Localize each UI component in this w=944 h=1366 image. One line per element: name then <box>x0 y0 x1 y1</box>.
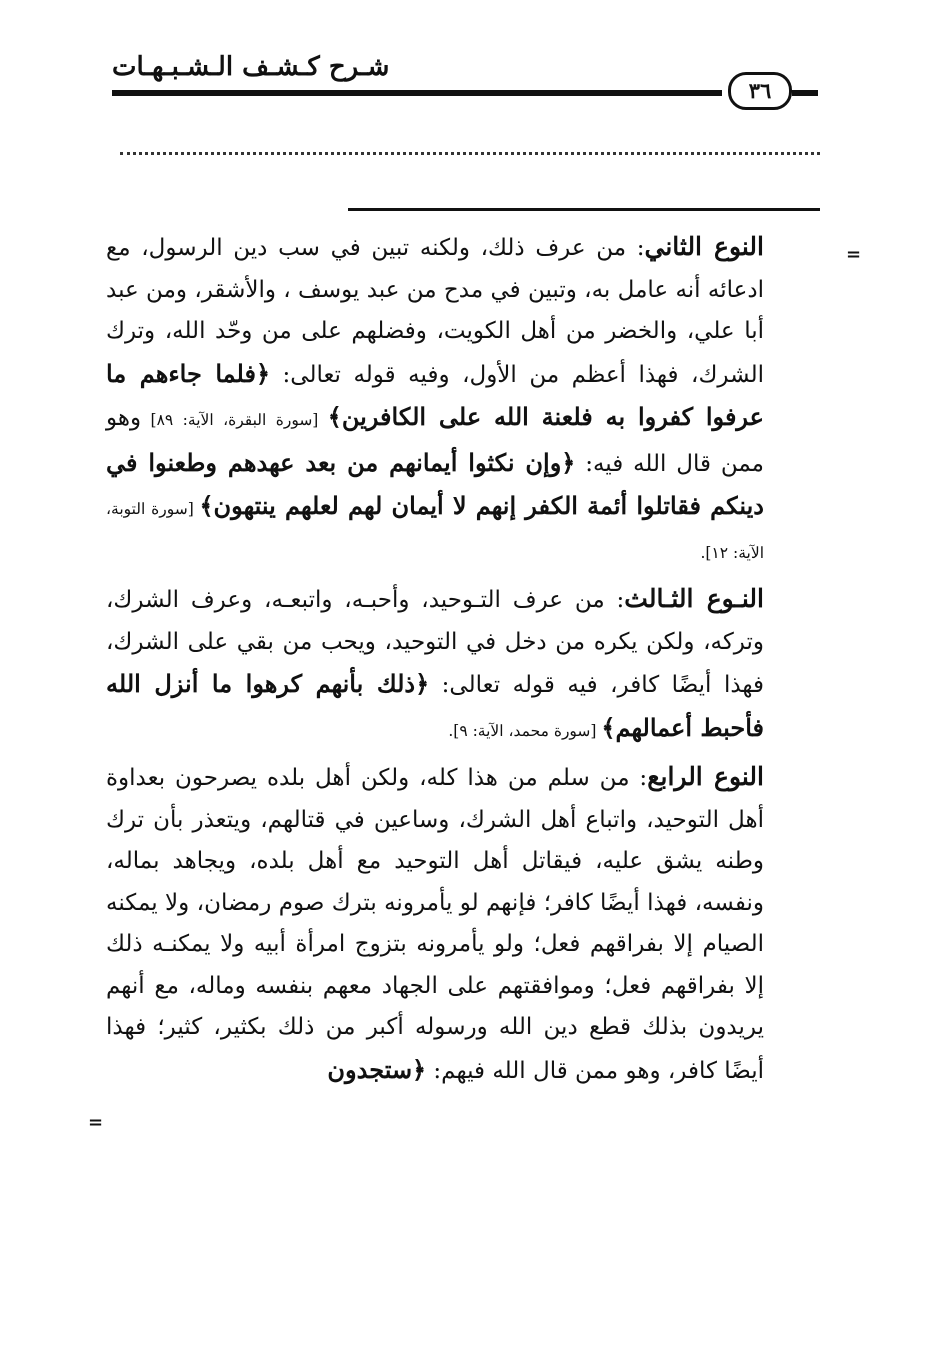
header-rule <box>112 90 722 96</box>
paragraph-label: النوع الثاني <box>644 232 764 261</box>
paragraph-type-4 <box>106 756 764 1092</box>
page-header <box>0 0 944 110</box>
verse-reference: [سورة البقرة، الآية: ٨٩] <box>141 411 328 429</box>
separator-rule <box>348 208 820 211</box>
verse-reference: [سورة التوبة، الآية: ١٢]. <box>106 500 764 562</box>
dotted-divider <box>120 152 820 155</box>
quran-quote: ﴿ستجدون <box>327 1054 427 1084</box>
paragraph-type-3 <box>106 578 764 752</box>
book-title: شـرح كـشـف الـشـبـهـات <box>112 52 390 82</box>
margin-mark-top: = <box>846 244 862 265</box>
margin-mark-bottom: = <box>88 1112 104 1133</box>
quran-quote: ﴿وإن نكثوا أيمانهم من بعد عهدهم وطعنوا في دينكم فقاتلوا أئمة الكفر إنهم لا أيمان لهم لعلهم ينتهون﴾ <box>106 447 764 520</box>
quran-quote: ﴿ذلك بأنهم كرهوا ما أنزل الله فأحبط أعمالهم﴾ <box>106 669 764 742</box>
paragraph-text: وهو ممن قال الله فيه: <box>106 405 764 477</box>
verse-reference: [سورة محمد، الآية: ٩]. <box>448 721 602 740</box>
paragraph-label: النوع الرابع <box>647 762 764 791</box>
page-body <box>106 226 764 1096</box>
header-rule-short <box>792 90 818 96</box>
page-number-badge: ٣٦ <box>728 72 792 110</box>
paragraph-type-2 <box>106 226 764 574</box>
paragraph-text: : من عرف ذلك، ولكنه تبين في سب دين الرسول، مع ادعائه أنه عامل به، وتبين في مدح من عبد يوسف ، والأشقر، ومن عبد أبا علي، والخضر من أهل الكويت، وفضلهم على من وحّد الله، وترك الشرك، فهذا أعظم من الأول، وفيه قوله تعالى: <box>106 235 765 388</box>
paragraph-text: : من سلم من هذا كله، ولكن أهل بلده يصرحون بعداوة أهل التوحيد، واتباع أهل الشرك، وساعين في قتالهم، ويتعذر بأن ترك وطنه يشق عليه، فيقاتل أهل التوحيد مع أهل بلده، ويجاهد بماله، ونفسه، فهذا أيضًا كافر؛ فإنهم لو يأمرونه بترك صوم رمضان، ولا يمكنه الصيام إلا بفراقهم فعل؛ ولو يأمرونه بتزوج امرأة أبيه ولا يمكنـه ذلك إلا بفراقهم فعل؛ وموافقتهم على الجهاد معهم بنفسه وماله، مع أنهم يريدون بذلك قطع دين الله ورسوله أكبر من ذلك بكثير، كثير؛ فهذا أيضًا كافر، وهو ممن قال الله فيهم: <box>106 765 764 1084</box>
paragraph-text: : من عرف التـوحيد، وأحبـه، واتبعـه، وعرف الشرك، وتركه، ولكن يكره من دخل في التوحيد، ويحب من بقي على الشرك، فهذا أيضًا كافر، فيه قوله تعالى: <box>106 587 764 698</box>
quran-quote: ﴿فلما جاءهم ما عرفوا كفروا به فلعنة الله على الكافرين﴾ <box>106 358 764 431</box>
paragraph-label: النـوع الثـالث <box>624 584 764 613</box>
